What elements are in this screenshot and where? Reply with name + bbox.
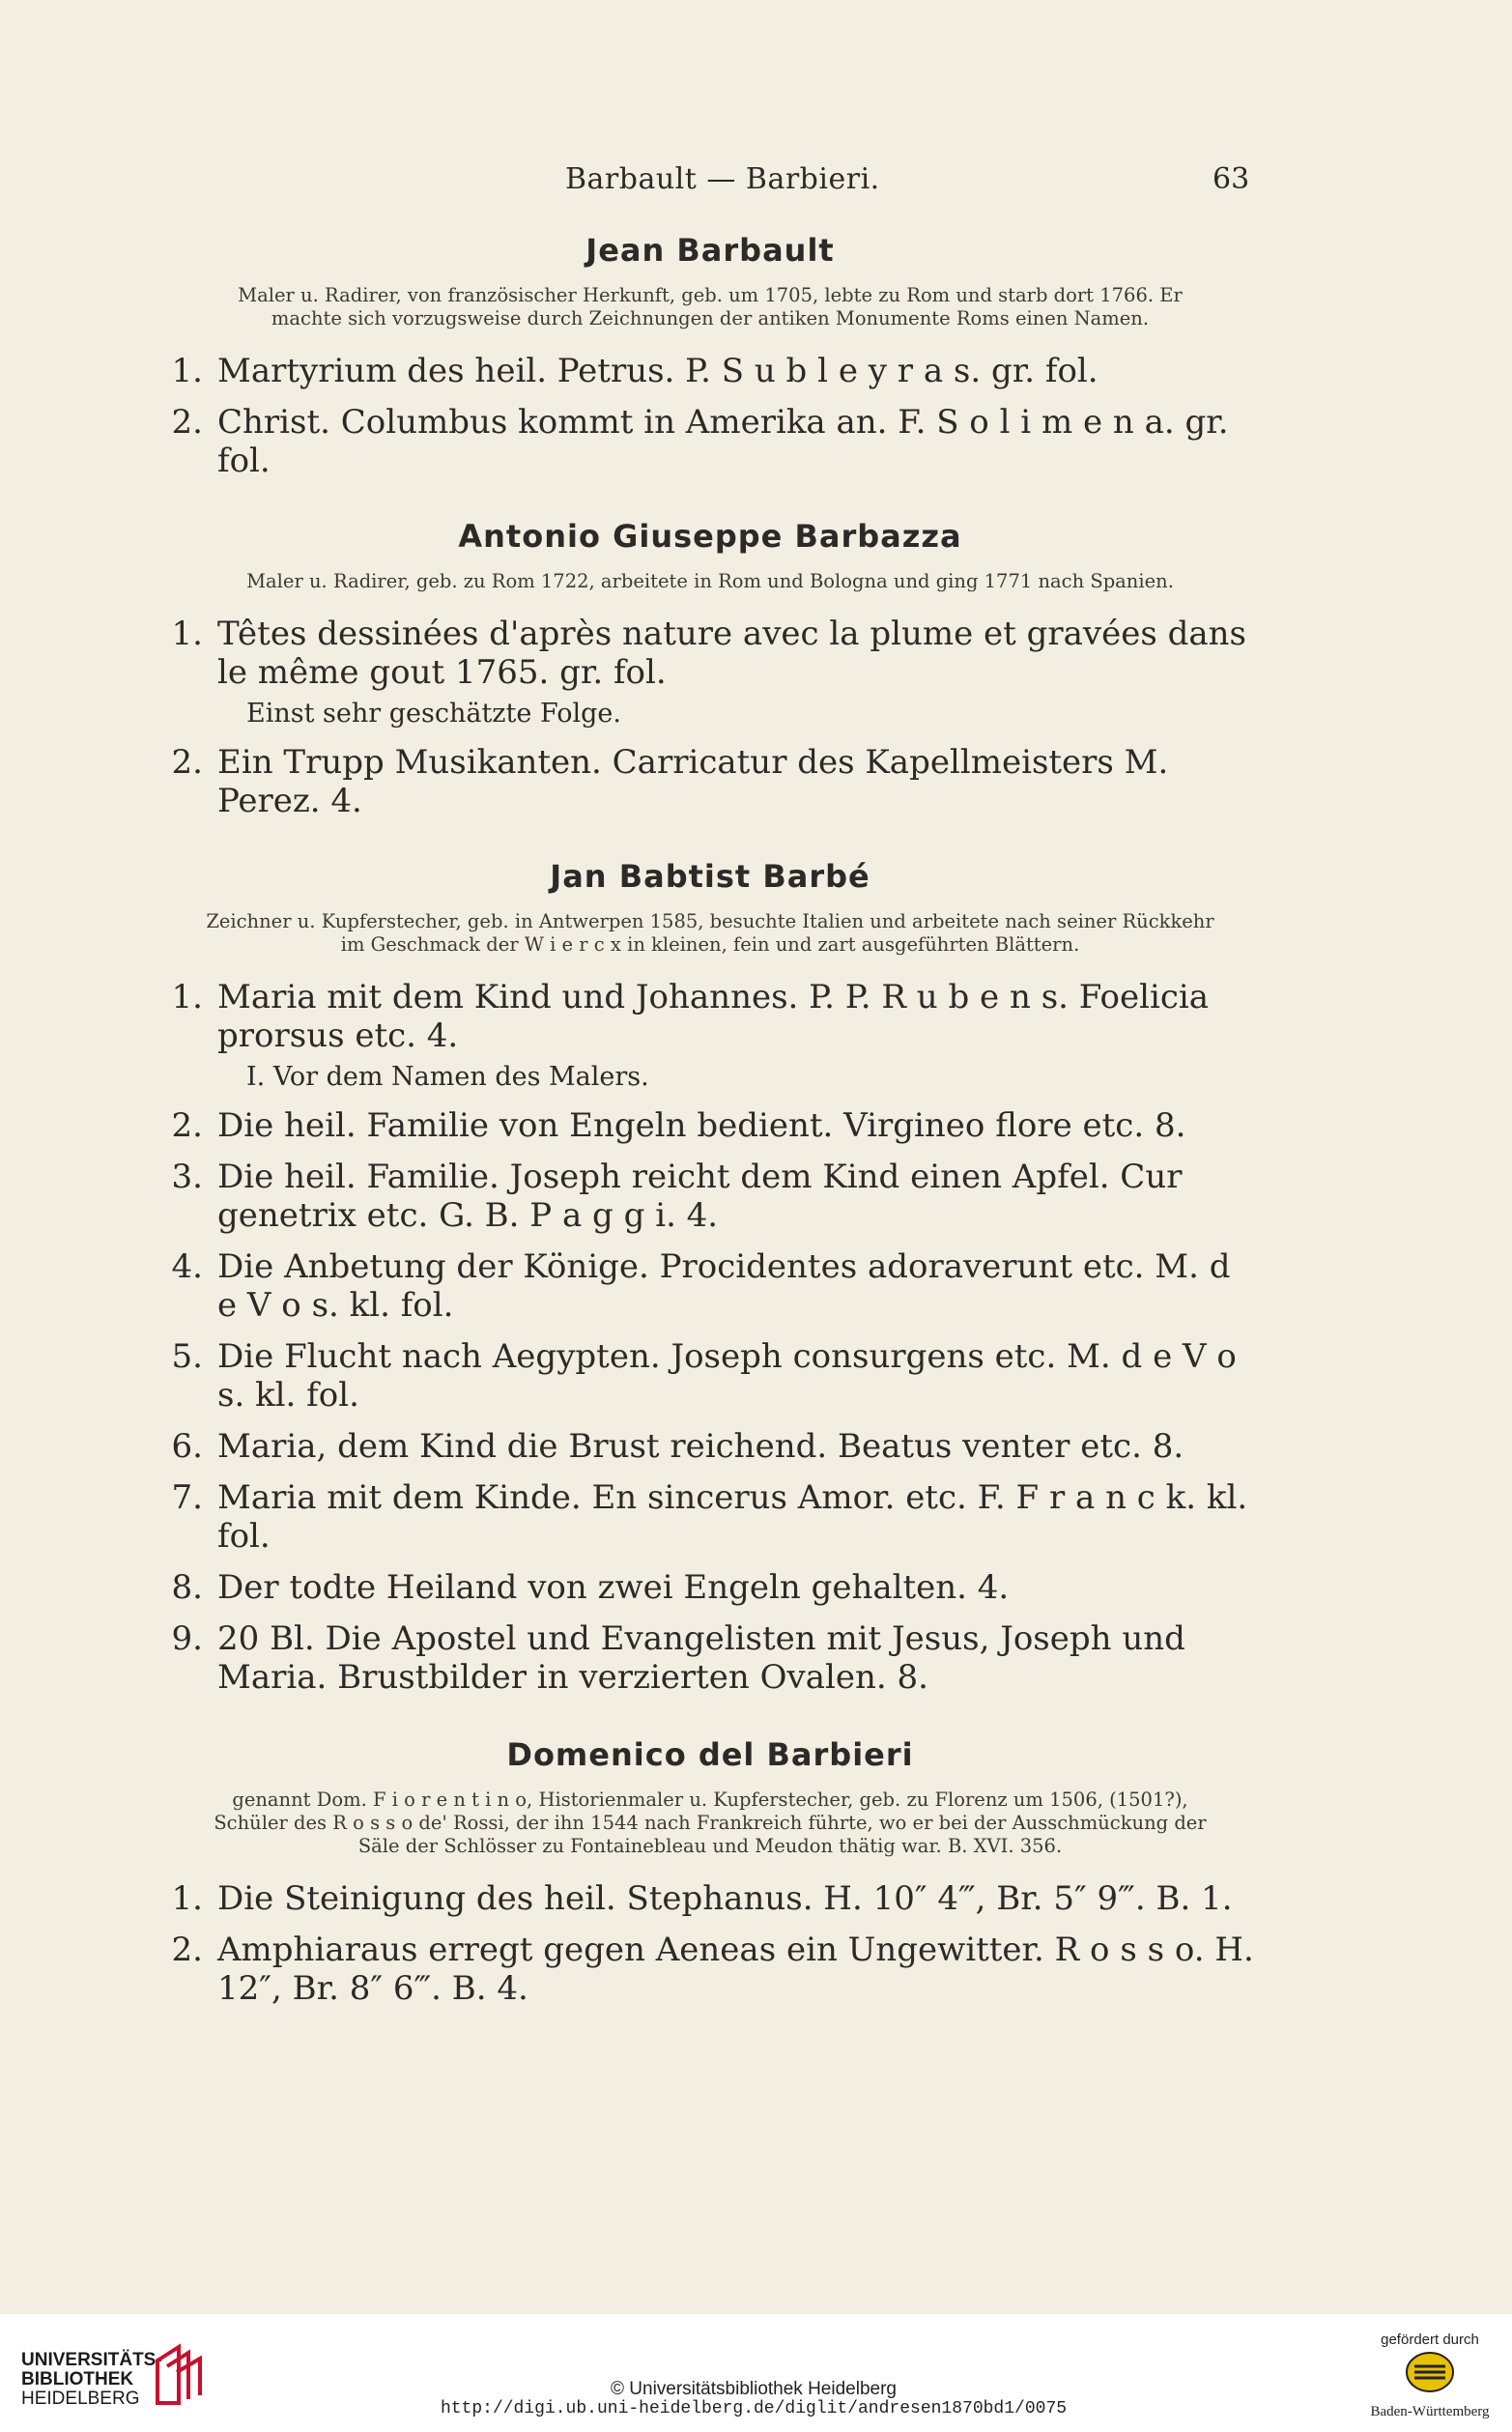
state-coat-of-arms-icon [1403, 2348, 1457, 2396]
entry-number: 2. [171, 1106, 203, 1145]
artist-name: Jan Babtist Barbé [550, 858, 870, 895]
entry-text: 20 Bl. Die Apostel und Evangelisten mit Jesus, Joseph und Maria. Brustbilder in verzierten Ovalen. 8. [217, 1619, 1185, 1697]
entry-text: Die Anbetung der Könige. Procidentes adoraverunt etc. M. d e V o s. kl. fol. [217, 1247, 1231, 1325]
entry-number: 1. [171, 615, 203, 653]
sponsor-label: gefördert durch [1381, 2332, 1479, 2348]
artist-description: Zeichner u. Kupferstecher, geb. in Antwerpen 1585, besuchte Italien und arbeitete nach seiner Rückkehr im Geschmack der W i e r c x in kleinen, fein und zart ausgeführten Blättern. [206, 910, 1214, 956]
entry-number: 3. [171, 1158, 203, 1196]
entry-text: Maria, dem Kind die Brust reichend. Beatus venter etc. 8. [217, 1427, 1184, 1466]
logo-line: BIBLIOTHEK [21, 2369, 134, 2389]
library-emblem-icon [150, 2341, 208, 2409]
artist-name: Domenico del Barbieri [506, 1736, 914, 1773]
entry-text: Der todte Heiland von zwei Engeln gehalten. 4. [217, 1568, 1010, 1607]
running-head [0, 162, 1512, 201]
artist-section [164, 518, 1256, 833]
running-title: Barbault — Barbieri. [565, 162, 880, 196]
catalog-entry [164, 1619, 1256, 1697]
catalog-entry [164, 1337, 1256, 1415]
entry-number: 2. [171, 1931, 203, 1969]
artist-description: Maler u. Radirer, geb. zu Rom 1722, arbeitete in Rom und Bologna und ging 1771 nach Spanien. [246, 570, 1174, 592]
catalog-entry [164, 1106, 1256, 1145]
entry-number: 8. [171, 1568, 203, 1607]
page-number: 63 [1212, 162, 1250, 196]
entry-number: 1. [171, 1879, 203, 1918]
catalog-entry [164, 1931, 1256, 2008]
entry-text: Die Flucht nach Aegypten. Joseph consurgens etc. M. d e V o s. kl. fol. [217, 1337, 1237, 1415]
permalink[interactable]: http://digi.ub.uni-heidelberg.de/diglit/andresen1870bd1/0075 [440, 2399, 1068, 2418]
entry-number: 6. [171, 1427, 203, 1466]
catalog-entry [164, 1158, 1256, 1235]
entry-list [164, 352, 1256, 480]
entry-number: 2. [171, 403, 203, 442]
catalog-entry [164, 403, 1256, 480]
sponsor-name: Baden-Württemberg [1370, 2404, 1490, 2419]
artist-description: Maler u. Radirer, von französischer Herkunft, geb. um 1705, lebte zu Rom und starb dort 1766. Er machte sich vorzugsweise durch Zeichnungen der antiken Monumente Roms einen Namen. [238, 284, 1183, 329]
copyright-text: © Universitätsbibliothek Heidelberg [611, 2379, 897, 2399]
artist-section [164, 1736, 1256, 2020]
library-logo[interactable] [21, 2351, 162, 2409]
catalog-entry [164, 1879, 1256, 1918]
catalog-entry [164, 743, 1256, 820]
catalog-entry [164, 978, 1256, 1094]
entry-text: Têtes dessinées d'après nature avec la plume et gravées dans le même gout 1765. gr. fol. [217, 615, 1247, 692]
entry-number: 1. [171, 352, 203, 390]
entry-text: Martyrium des heil. Petrus. P. S u b l e y r a s. gr. fol. [217, 352, 1098, 390]
catalog-entry [164, 1427, 1256, 1466]
entry-text: Maria mit dem Kinde. En sincerus Amor. etc. F. F r a n c k. kl. fol. [217, 1478, 1248, 1556]
entry-text: Ein Trupp Musikanten. Carricatur des Kapellmeisters M. Perez. 4. [217, 743, 1169, 820]
entry-text: Die heil. Familie von Engeln bedient. Virgineo flore etc. 8. [217, 1106, 1186, 1145]
artist-name: Jean Barbault [585, 232, 835, 269]
artist-description: genannt Dom. F i o r e n t i n o, Historienmaler u. Kupferstecher, geb. zu Florenz um 1506, (1501?), Schüler des R o s s o de' Rossi, der ihn 1544 nach Frankreich führte, wo er bei der Ausschmückung der Säle der Schlösser zu Fontainebleau und Meudon thätig war. B. XVI. 356. [214, 1788, 1207, 1857]
sponsor-block [1362, 2332, 1498, 2420]
artist-name: Antonio Giuseppe Barbazza [458, 518, 962, 555]
catalog-entry [164, 615, 1256, 730]
entry-number: 2. [171, 743, 203, 782]
entry-list [164, 1879, 1256, 2008]
entry-text: Die heil. Familie. Joseph reicht dem Kind einen Apfel. Cur genetrix etc. G. B. P a g g i. 4. [217, 1158, 1183, 1235]
logo-line: UNIVERSITÄTS- [21, 2350, 162, 2370]
entry-list [164, 978, 1256, 1697]
artist-section [164, 858, 1256, 1709]
entry-text: Christ. Columbus kommt in Amerika an. F. S o l i m e n a. gr. fol. [217, 403, 1229, 480]
entry-number: 5. [171, 1337, 203, 1376]
entry-number: 4. [171, 1247, 203, 1286]
catalog-entry [164, 1568, 1256, 1607]
library-footer [0, 2314, 1512, 2432]
entry-list [164, 615, 1256, 820]
entry-text: Maria mit dem Kind und Johannes. P. P. R u b e n s. Foelicia prorsus etc. 4. [217, 978, 1210, 1055]
entry-number: 9. [171, 1619, 203, 1658]
catalog-entry [164, 352, 1256, 390]
entry-number: 7. [171, 1478, 203, 1517]
entry-note: Einst sehr geschätzte Folge. [246, 699, 621, 729]
catalog-entry [164, 1478, 1256, 1556]
entry-number: 1. [171, 978, 203, 1016]
artist-section [164, 232, 1256, 493]
logo-line: HEIDELBERG [21, 2389, 140, 2409]
footer-credits [367, 2380, 1140, 2418]
catalog-entry [164, 1247, 1256, 1325]
entry-text: Amphiaraus erregt gegen Aeneas ein Ungewitter. R o s s o. H. 12″, Br. 8″ 6‴. B. 4. [217, 1931, 1254, 2008]
entry-note: I. Vor dem Namen des Malers. [246, 1062, 649, 1092]
entry-text: Die Steinigung des heil. Stephanus. H. 10″ 4‴, Br. 5″ 9‴. B. 1. [217, 1879, 1233, 1918]
